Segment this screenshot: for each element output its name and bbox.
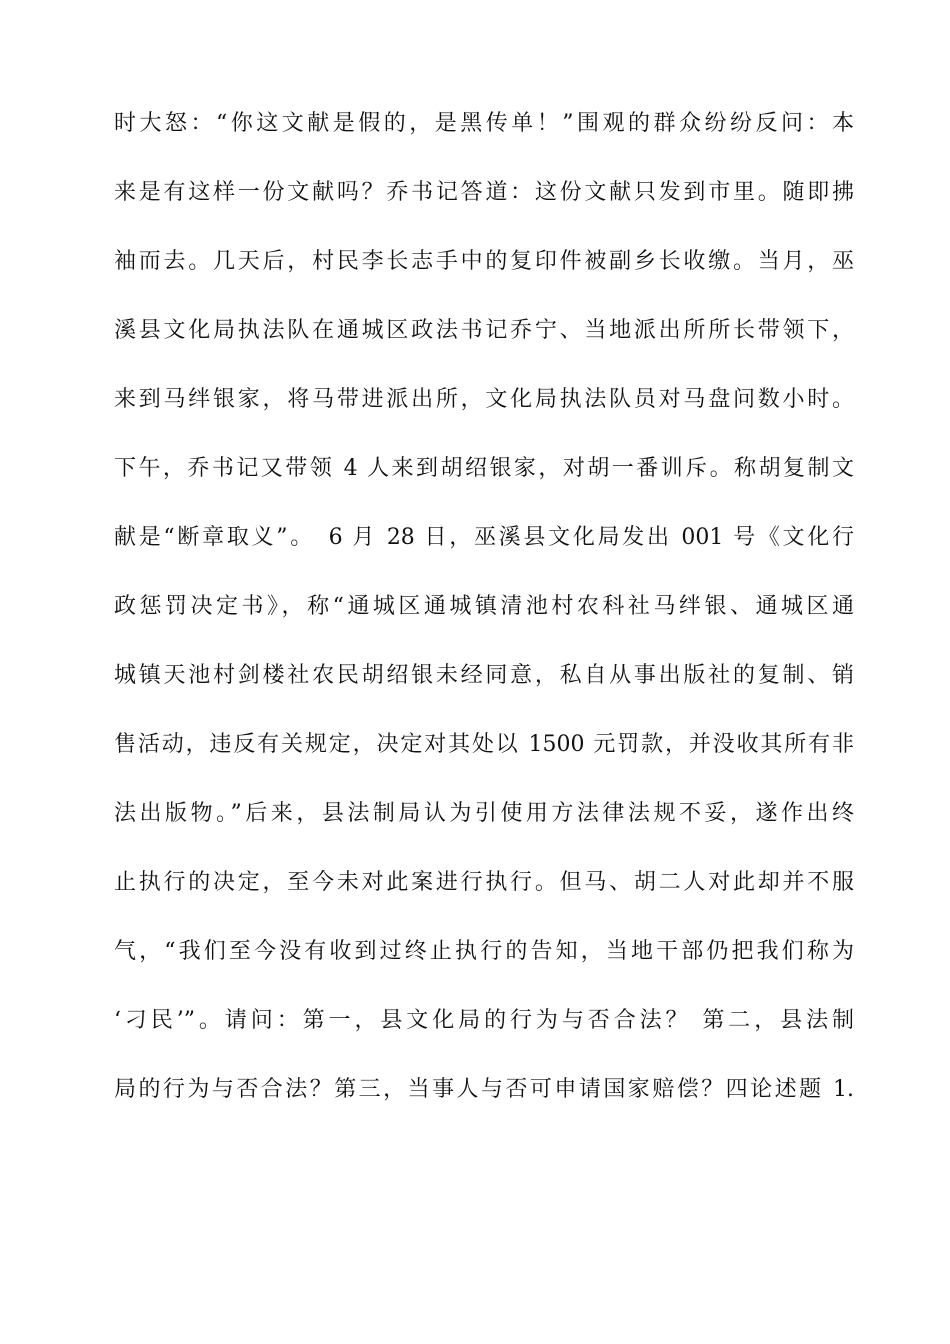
body-text bbox=[114, 108, 854, 1106]
text-line: 城镇天池村剑楼社农民胡绍银未经同意，私自从事出版社的复制、销 bbox=[114, 663, 854, 688]
text-line: 袖而去。几天后，村民李长志手中的复印件被副乡长收缴。当月，巫 bbox=[114, 249, 854, 274]
text-line: 法出版物。”后来，县法制局认为引使用方法律法规不妥，遂作出终 bbox=[114, 801, 854, 826]
text-line: 溪县文化局执法队在通城区政法书记乔宁、当地派出所所长带领下， bbox=[114, 318, 854, 343]
text-line: 献是“断章取义”。 6 月 28 日，巫溪县文化局发出 001 号《文化行 bbox=[114, 525, 854, 550]
text-line: ‘刁民’”。请问：第一，县文化局的行为与否合法？ 第二，县法制 bbox=[114, 1008, 854, 1033]
text-line: 下午，乔书记又带领 4 人来到胡绍银家，对胡一番训斥。称胡复制文 bbox=[114, 456, 854, 481]
text-line: 止执行的决定，至今未对此案进行执行。但马、胡二人对此却并不服 bbox=[114, 870, 854, 895]
text-line: 气，“我们至今没有收到过终止执行的告知，当地干部仍把我们称为 bbox=[114, 939, 854, 964]
text-line: 售活动，违反有关规定，决定对其处以 1500 元罚款，并没收其所有非 bbox=[114, 732, 854, 757]
text-line: 局的行为与否合法？第三，当事人与否可申请国家赔偿？四论述题 1. bbox=[114, 1077, 854, 1102]
text-line: 时大怒：“你这文献是假的，是黑传单！”围观的群众纷纷反问：本 bbox=[114, 111, 854, 136]
text-line: 政惩罚决定书》，称“通城区通城镇清池村农科社马绊银、通城区通 bbox=[114, 594, 854, 619]
text-line: 来是有这样一份文献吗？乔书记答道：这份文献只发到市里。随即拂 bbox=[114, 180, 854, 205]
text-line: 来到马绊银家，将马带进派出所，文化局执法队员对马盘问数小时。 bbox=[114, 387, 854, 412]
